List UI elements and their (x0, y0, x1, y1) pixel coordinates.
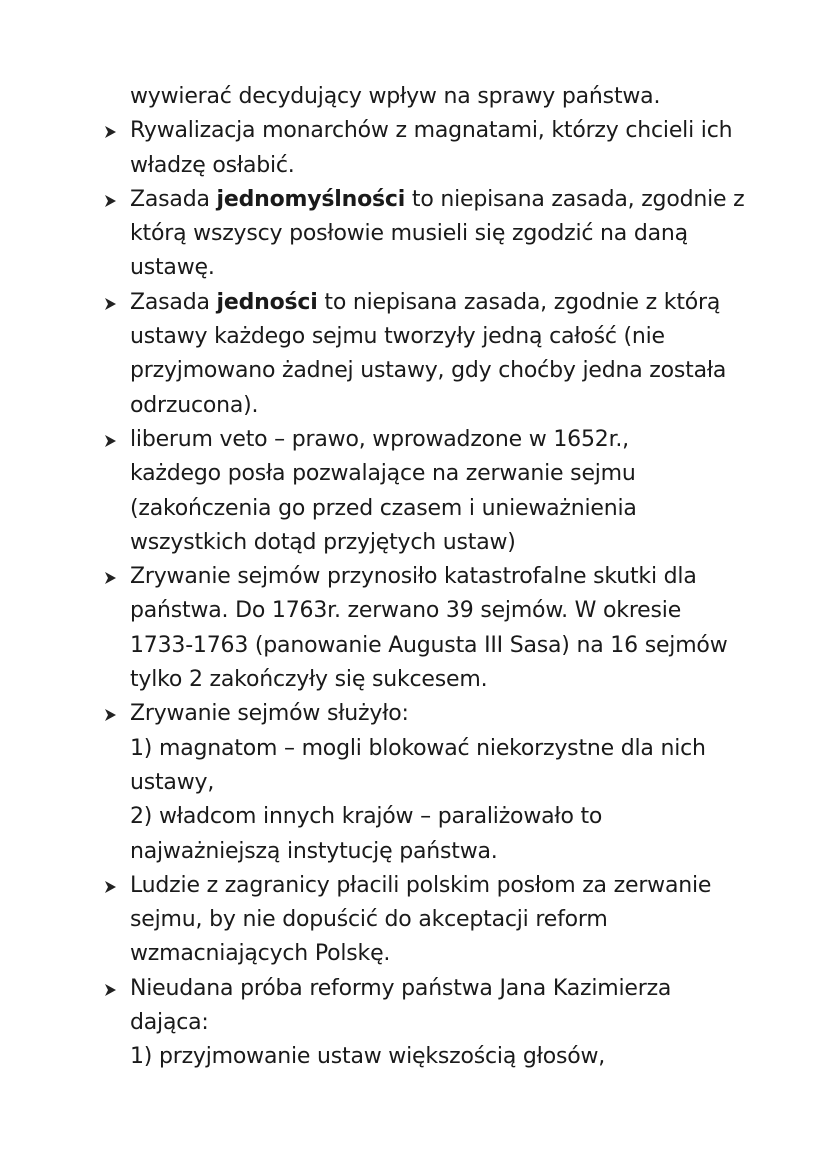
chevron-right-icon (103, 286, 123, 320)
text-line: 1733-1763 (panowanie Augusta III Sasa) na 16 sejmów (130, 632, 728, 658)
bold-term: jedności (216, 289, 318, 315)
document-page (0, 80, 828, 1075)
bullet-item-line: Nieudana próba reformy państwa Jana Kazimierza (0, 972, 828, 1006)
chevron-right-icon (103, 972, 123, 1006)
bold-term: jednomyślności (216, 186, 406, 212)
text-line: ustawę. (130, 255, 215, 281)
bullet-item-line: liberum veto – prawo, wprowadzone w 1652r., (0, 423, 828, 457)
bullet-item-line: Rywalizacja monarchów z magnatami, którzy chcieli ich (0, 114, 828, 148)
text-line: wszystkich dotąd przyjętych ustaw) (130, 529, 516, 555)
text-line: którą wszyscy posłowie musieli się zgodzić na daną (130, 221, 688, 247)
bullet-item-line: Zrywanie sejmów przynosiło katastrofalne skutki dla (0, 560, 828, 594)
bullet-item-line: Ludzie z zagranicy płacili polskim posłom za zerwanie (0, 869, 828, 903)
chevron-right-icon (103, 423, 123, 457)
text-line: wywierać decydujący wpływ na sprawy państwa. (130, 84, 661, 109)
text-line: odrzucona). (130, 392, 259, 418)
chevron-right-icon (103, 183, 123, 217)
text-line: dająca: (130, 1010, 209, 1036)
text-line: ustawy każdego sejmu tworzyły jedną całość (nie (130, 324, 665, 350)
text-line: państwa. Do 1763r. zerwano 39 sejmów. W okresie (130, 598, 682, 624)
bullet-item-line: Zasada jedności to niepisana zasada, zgodnie z którą (0, 286, 828, 320)
text-line: (zakończenia go przed czasem i unieważnienia (130, 495, 637, 521)
chevron-right-icon (103, 697, 123, 731)
text-line: 1) magnatom – mogli blokować niekorzystne dla nich (130, 735, 706, 761)
chevron-right-icon (103, 114, 123, 148)
text-line: wzmacniających Polskę. (130, 941, 391, 967)
text-line: najważniejszą instytucję państwa. (130, 838, 498, 864)
text-line: sejmu, by nie dopuścić do akceptacji reform (130, 907, 608, 933)
bullet-item-line: Zasada jednomyślności to niepisana zasada, zgodnie z (0, 183, 828, 217)
bullet-item-line: Zrywanie sejmów służyło: (0, 697, 828, 731)
chevron-right-icon (103, 869, 123, 903)
text-line: władzę osłabić. (130, 152, 295, 178)
text-line: przyjmowano żadnej ustawy, gdy choćby jedna została (130, 358, 727, 384)
text-line: 1) przyjmowanie ustaw większością głosów, (130, 1044, 606, 1070)
text-line: każdego posła pozwalające na zerwanie sejmu (130, 461, 636, 487)
chevron-right-icon (103, 560, 123, 594)
text-line: ustawy, (130, 769, 215, 795)
text-line: tylko 2 zakończyły się sukcesem. (130, 667, 488, 693)
text-line: 2) władcom innych krajów – paraliżowało to (130, 804, 603, 830)
